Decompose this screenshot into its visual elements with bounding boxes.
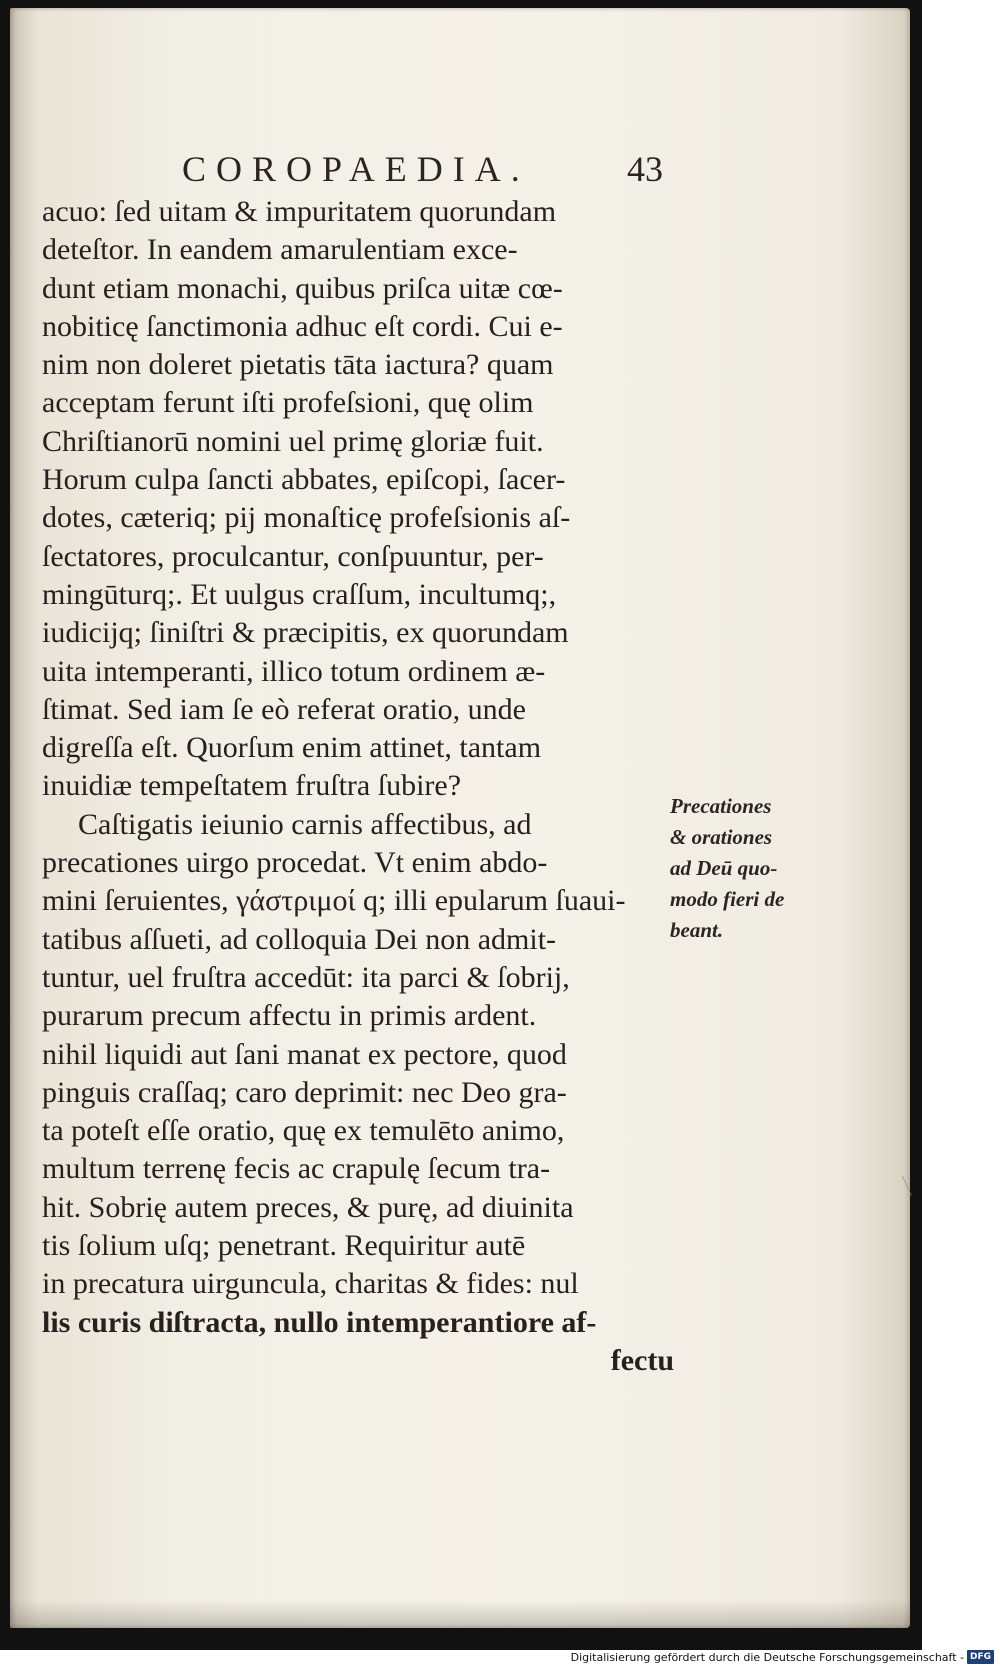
text-line: acceptam ferunt iſti profeſsioni, quę olim xyxy=(42,386,534,420)
marginal-note xyxy=(670,791,850,946)
text-line: pinguis craſſaq; caro deprimit: nec Deo gra- xyxy=(42,1075,567,1109)
text-line: ta poteſt eſſe oratio, quę ex temulēto animo, xyxy=(42,1114,565,1148)
text-line: iudicijq; ſiniſtri & præcipitis, ex quorundam xyxy=(42,616,569,650)
page-number: 43 xyxy=(627,149,663,189)
paragraph-start-line: Caſtigatis ieiunio carnis affectibus, ad xyxy=(78,807,532,841)
text-line: nim non doleret pietatis tāta iactura? quam xyxy=(42,348,554,382)
text-line: ſectatores, proculcantur, conſpuuntur, per- xyxy=(42,539,544,573)
marginal-note-line: beant. xyxy=(670,918,724,942)
text-line: tatibus aſſueti, ad colloquia Dei non admit- xyxy=(42,922,557,956)
text-line: inuidiæ tempeſtatem fruſtra ſubire? xyxy=(42,769,462,803)
page-bottom-shadow xyxy=(10,1600,910,1628)
marginal-note-line: ad Deū quo- xyxy=(670,856,778,880)
text-line: tuntur, uel fruſtra accedūt: ita parci & ſobrij, xyxy=(42,960,570,994)
text-line: nihil liquidi aut ſani manat ex pectore, quod xyxy=(42,1037,567,1071)
text-line: Horum culpa ſancti abbates, epiſcopi, ſacer- xyxy=(42,463,566,497)
text-line: deteſtor. In eandem amarulentiam exce- xyxy=(42,233,518,267)
text-line: ſtimat. Sed iam ſe eò referat oratio, unde xyxy=(42,692,526,726)
text-line: Chriſtianorū nomini uel primę gloriæ fuit. xyxy=(42,424,544,458)
text-line: lis curis diſtracta, nullo intemperantiore af- xyxy=(42,1305,597,1339)
text-line: mini ſeruientes, γάστριμοί q; illi epularum ſuaui- xyxy=(42,884,626,918)
book-page xyxy=(10,8,910,1628)
catchword: fectu xyxy=(610,1343,674,1377)
text-line: uita intemperanti, illico totum ordinem æ- xyxy=(42,654,546,688)
text-line: precationes uirgo procedat. Vt enim abdo- xyxy=(42,846,548,880)
text-line: multum terrenę fecis ac crapulę ſecum tra- xyxy=(42,1152,551,1186)
text-line: dotes, cæteriq; pij monaſticę profeſsionis aſ- xyxy=(42,501,571,535)
page-header xyxy=(10,144,910,194)
running-title: COROPAEDIA. xyxy=(182,149,530,189)
dfg-logo: DFG xyxy=(967,1650,994,1664)
marginal-note-line: & orationes xyxy=(670,825,773,849)
text-line: nobiticę ſanctimonia adhuc eſt cordi. Cui e- xyxy=(42,309,563,343)
text-line: digreſſa eſt. Quorſum enim attinet, tantam xyxy=(42,731,542,765)
text-line: tis ſolium uſq; penetrant. Requiritur autē xyxy=(42,1229,526,1263)
text-line: dunt etiam monachi, quibus priſca uitæ cœ- xyxy=(42,271,563,305)
main-text-block xyxy=(42,193,682,1380)
credit-text: Digitalisierung gefördert durch die Deutsche Forschungsgemeinschaft - xyxy=(570,1650,964,1664)
text-line: acuo: ſed uitam & impuritatem quorundam xyxy=(42,195,557,228)
text-line: mingūturq;. Et uulgus craſſum, incultumq;, xyxy=(42,577,557,611)
digitization-credit xyxy=(571,1649,994,1665)
text-line: hit. Sobrię autem preces, & purę, ad diuinita xyxy=(42,1190,574,1224)
text-line: purarum precum affectu in primis ardent. xyxy=(42,999,537,1033)
text-line: in precatura uirguncula, charitas & fides: nul xyxy=(42,1267,579,1301)
marginal-note-line: Precationes xyxy=(670,794,772,818)
marginal-note-line: modo fieri de xyxy=(670,887,785,911)
